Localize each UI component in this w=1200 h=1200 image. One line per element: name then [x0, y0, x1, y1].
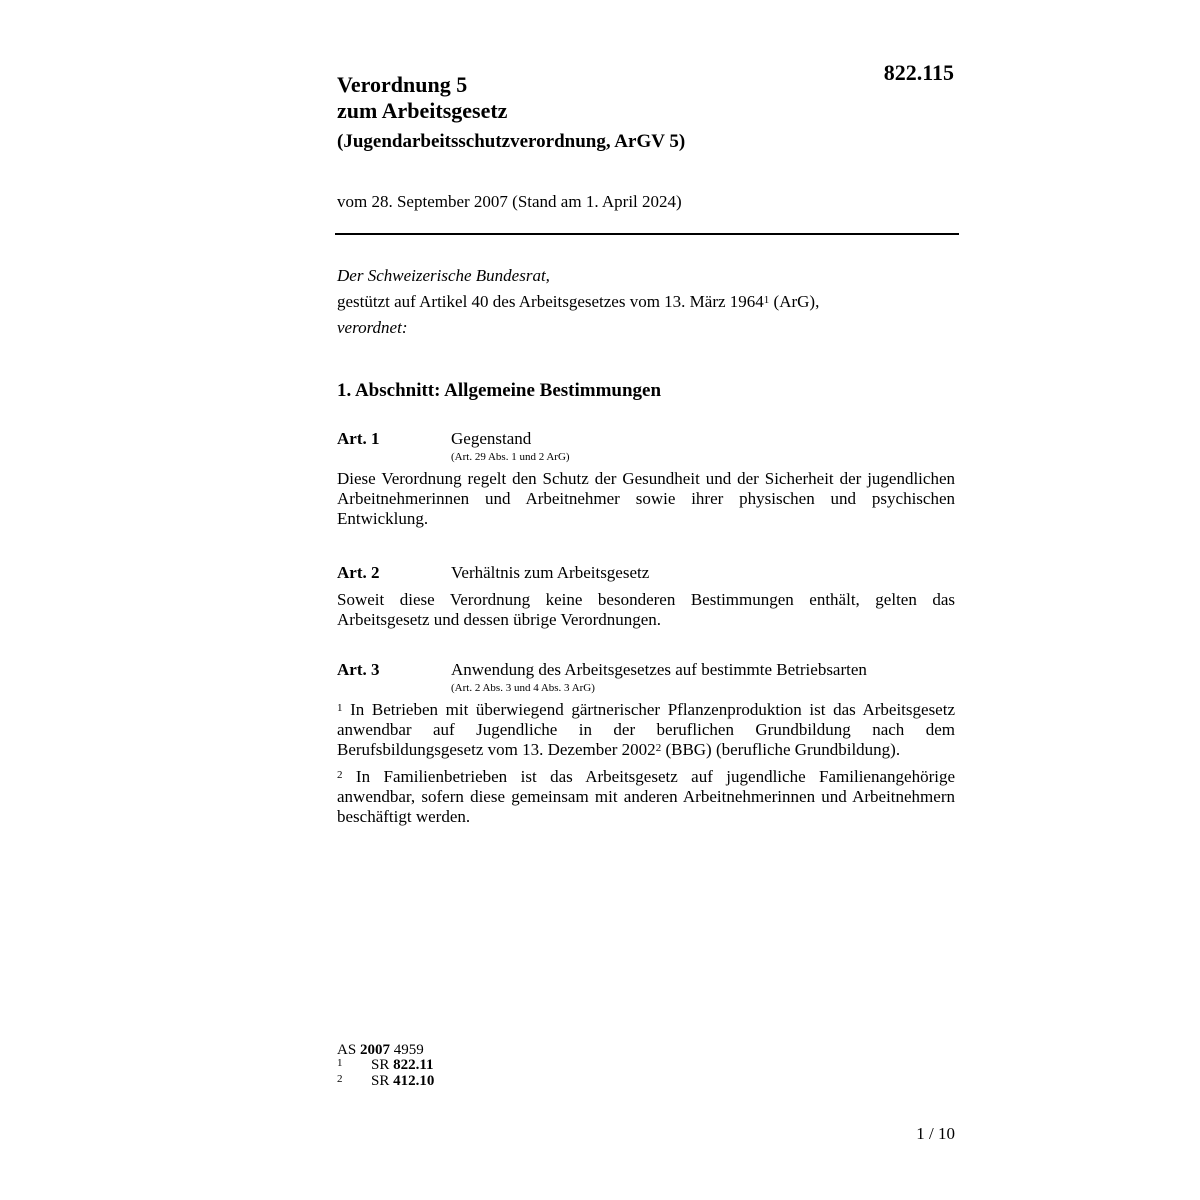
title-line-2: zum Arbeitsgesetz	[337, 98, 508, 123]
article-1-title: Gegenstand	[451, 429, 532, 448]
article-3-reference: (Art. 2 Abs. 3 und 4 Abs. 3 ArG)	[451, 682, 595, 694]
title-line-1: Verordnung 5	[337, 72, 468, 97]
header-rule	[335, 233, 959, 235]
article-1-label: Art. 1	[337, 429, 380, 448]
article-2-title: Verhältnis zum Arbeitsgesetz	[451, 563, 650, 582]
article-1-reference: (Art. 29 Abs. 1 und 2 ArG)	[451, 451, 570, 463]
preamble-decree: verordnet:	[337, 318, 408, 337]
paragraph-number: 1	[337, 702, 343, 714]
as-page: 4959	[389, 1042, 424, 1058]
footnote-text	[371, 1058, 434, 1073]
as-year: 2007	[359, 1042, 390, 1058]
article-3-paragraph-2	[337, 767, 955, 827]
article-3-label: Art. 3	[337, 660, 380, 679]
paragraph-text: In Betrieben mit überwiegend gärtnerischer Pflanzenproduktion ist das Arbeitsgesetz anwendbar auf Jugendliche in der beruflichen Grundbildung nach dem Berufsbildungsgesetz vom 13. Dezember 2002	[337, 700, 955, 759]
article-2-label: Art. 2	[337, 563, 380, 582]
preamble-basis	[337, 289, 957, 315]
footnote-text	[371, 1074, 434, 1089]
footnote-ref-2[interactable]: 2	[655, 742, 662, 754]
article-3-title: Anwendung des Arbeitsgesetzes auf bestimmte Betriebsarten	[451, 660, 867, 679]
footnote-prefix: SR	[371, 1057, 394, 1073]
section-heading: 1. Abschnitt: Allgemeine Bestimmungen	[337, 380, 662, 401]
footnote-number: 1	[337, 1057, 343, 1069]
as-prefix: AS	[337, 1042, 360, 1058]
sr-number: 822.115	[883, 60, 954, 85]
article-3	[337, 660, 955, 827]
preamble-authority: Der Schweizerische Bundesrat,	[337, 266, 550, 285]
date-line: vom 28. September 2007 (Stand am 1. April 2024)	[337, 192, 682, 211]
paragraph-number: 2	[337, 769, 343, 781]
subtitle: (Jugendarbeitsschutzverordnung, ArGV 5)	[337, 131, 686, 152]
footnotes	[337, 1043, 434, 1090]
footnote-ref-1[interactable]: 1	[763, 294, 770, 306]
footnote-prefix: SR	[371, 1073, 394, 1089]
paragraph-text: In Familienbetrieben ist das Arbeitsgesetz auf jugendliche Familienangehörige anwendbar, sofern diese gemeinsam mit anderen Arbeitnehmerinnen und Arbeitnehmern beschäftigt werden.	[337, 767, 955, 826]
preamble-basis-text: gestützt auf Artikel 40 des Arbeitsgesetzes vom 13. März 1964	[337, 292, 764, 311]
paragraph-suffix: (BBG) (berufliche Grundbildung).	[661, 740, 901, 759]
article-1-body: Diese Verordnung regelt den Schutz der Gesundheit und der Sicherheit der jugendlichen Arbeitnehmerinnen und Arbeitnehmer sowie ihrer physischen und psychischen Entwicklung.	[337, 469, 955, 528]
footnote-2	[337, 1074, 434, 1090]
title-block	[337, 72, 685, 154]
footnote-number: 2	[337, 1073, 343, 1085]
preamble	[337, 263, 957, 341]
footnote-link[interactable]: 412.10	[393, 1073, 435, 1089]
article-1	[337, 429, 955, 529]
article-3-paragraph-1	[337, 700, 955, 760]
page-number: 1 / 10	[916, 1124, 955, 1143]
article-2	[337, 563, 955, 630]
preamble-basis-suffix: (ArG),	[769, 292, 820, 311]
footnote-link[interactable]: 822.11	[393, 1057, 434, 1073]
article-2-body: Soweit diese Verordnung keine besonderen Bestimmungen enthält, gelten das Arbeitsgesetz und dessen übrige Verordnungen.	[337, 590, 955, 629]
